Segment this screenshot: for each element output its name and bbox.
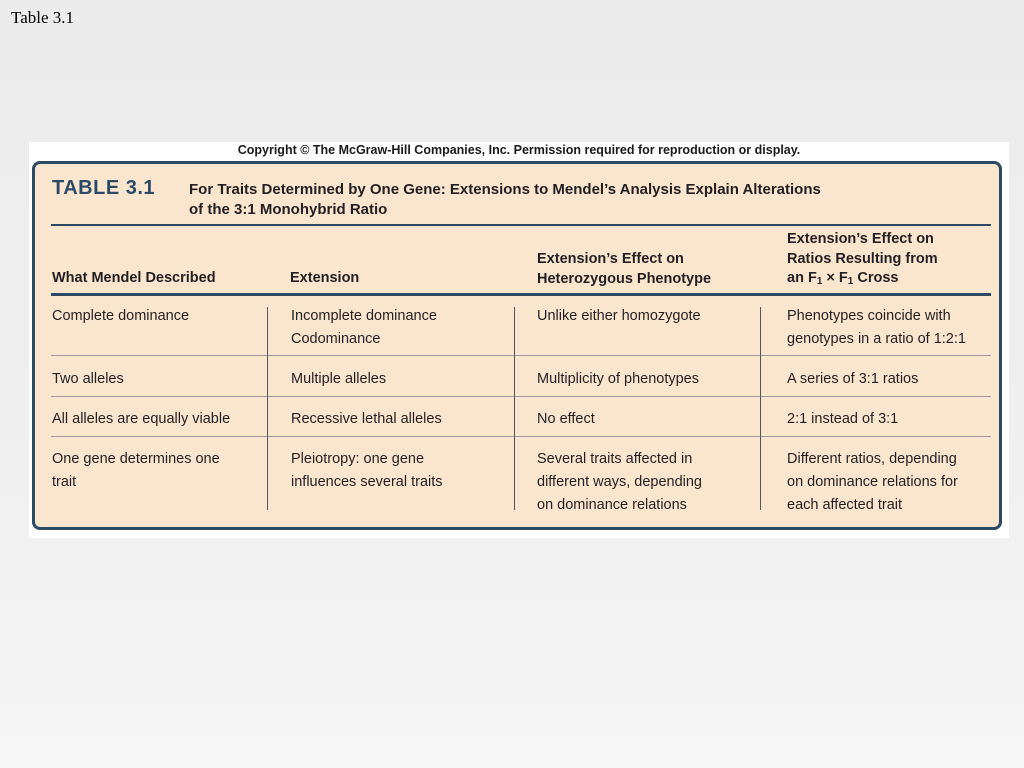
header-ratio-sub1: 1 [816, 276, 823, 287]
header-heterozygous-line1: Extension’s Effect on [537, 251, 684, 267]
cell-line: influences several traits [291, 474, 443, 490]
cell-line: One gene determines one [52, 451, 220, 467]
header-extension: Extension [290, 270, 360, 286]
copyright-notice: Copyright © The McGraw-Hill Companies, Inc. Permission required for reproduction or display. [237, 143, 801, 157]
table-cell [291, 305, 437, 351]
cell-line: Recessive lethal alleles [291, 411, 442, 427]
column-divider [267, 307, 268, 510]
column-divider [760, 307, 761, 510]
table-cell [291, 448, 443, 494]
table-cell [52, 368, 124, 391]
table-cell [291, 368, 386, 391]
cell-line: trait [52, 474, 77, 490]
row-divider [51, 396, 991, 397]
cell-line: Unlike either homozygote [537, 308, 701, 324]
table-caption [189, 180, 949, 220]
header-ratio-times: × F [822, 270, 848, 286]
slide-title: Table 3.1 [11, 8, 75, 27]
table-cell [52, 305, 189, 328]
header-heterozygous-effect [537, 250, 711, 289]
header-ratio-sub2: 1 [847, 276, 854, 287]
table-cell [537, 448, 702, 517]
table-cell [787, 448, 958, 517]
header-ratio-suffix: Cross [853, 270, 899, 286]
table-caption-line1: For Traits Determined by One Gene: Extensions to Mendel’s Analysis Explain Alterations [189, 181, 821, 198]
cell-line: Codominance [291, 331, 381, 347]
cell-line: genotypes in a ratio of 1:2:1 [787, 331, 966, 347]
table-panel [32, 161, 1002, 530]
header-ratio-line3 [787, 269, 938, 292]
cell-line: A series of 3:1 ratios [787, 371, 919, 387]
cell-line: different ways, depending [537, 474, 702, 490]
header-ratio-line1: Extension’s Effect on [787, 231, 934, 247]
header-ratio-prefix: an F [787, 270, 817, 286]
cell-line: Multiple alleles [291, 371, 387, 387]
table-cell [537, 408, 595, 431]
table-cell [291, 408, 442, 431]
table-caption-line2: of the 3:1 Monohybrid Ratio [189, 201, 388, 218]
cell-line: Pleiotropy: one gene [291, 451, 425, 467]
header-heterozygous-line2: Heterozygous Phenotype [537, 270, 712, 287]
table-cell [787, 368, 918, 391]
cell-line: Several traits affected in [537, 451, 693, 467]
header-what-mendel-described: What Mendel Described [52, 270, 216, 286]
cell-line: All alleles are equally viable [52, 411, 231, 427]
table-cell [787, 305, 966, 351]
cell-line: 2:1 instead of 3:1 [787, 411, 899, 427]
cell-line: on dominance relations for [787, 474, 958, 490]
table-cell [537, 368, 699, 391]
row-divider [51, 436, 991, 437]
cell-line: Incomplete dominance [291, 308, 437, 324]
column-divider [514, 307, 515, 510]
cell-line: Two alleles [52, 371, 124, 387]
table-cell [787, 408, 898, 431]
header-ratio-line2: Ratios Resulting from [787, 250, 938, 267]
header-ratio-effect [787, 230, 938, 292]
cell-line: Different ratios, depending [787, 451, 957, 467]
cell-line: on dominance relations [537, 497, 687, 513]
table-cell [52, 448, 220, 494]
table-cell [537, 305, 701, 328]
cell-line: Complete dominance [52, 308, 190, 324]
table-figure [29, 142, 1009, 538]
cell-line: each affected trait [787, 497, 903, 513]
cell-line: No effect [537, 411, 595, 427]
cell-line: Multiplicity of phenotypes [537, 371, 699, 387]
row-divider [51, 355, 991, 356]
top-rule [51, 224, 991, 226]
header-rule [51, 293, 991, 296]
cell-line: Phenotypes coincide with [787, 308, 951, 324]
table-label: TABLE 3.1 [52, 177, 156, 199]
table-cell [52, 408, 230, 431]
